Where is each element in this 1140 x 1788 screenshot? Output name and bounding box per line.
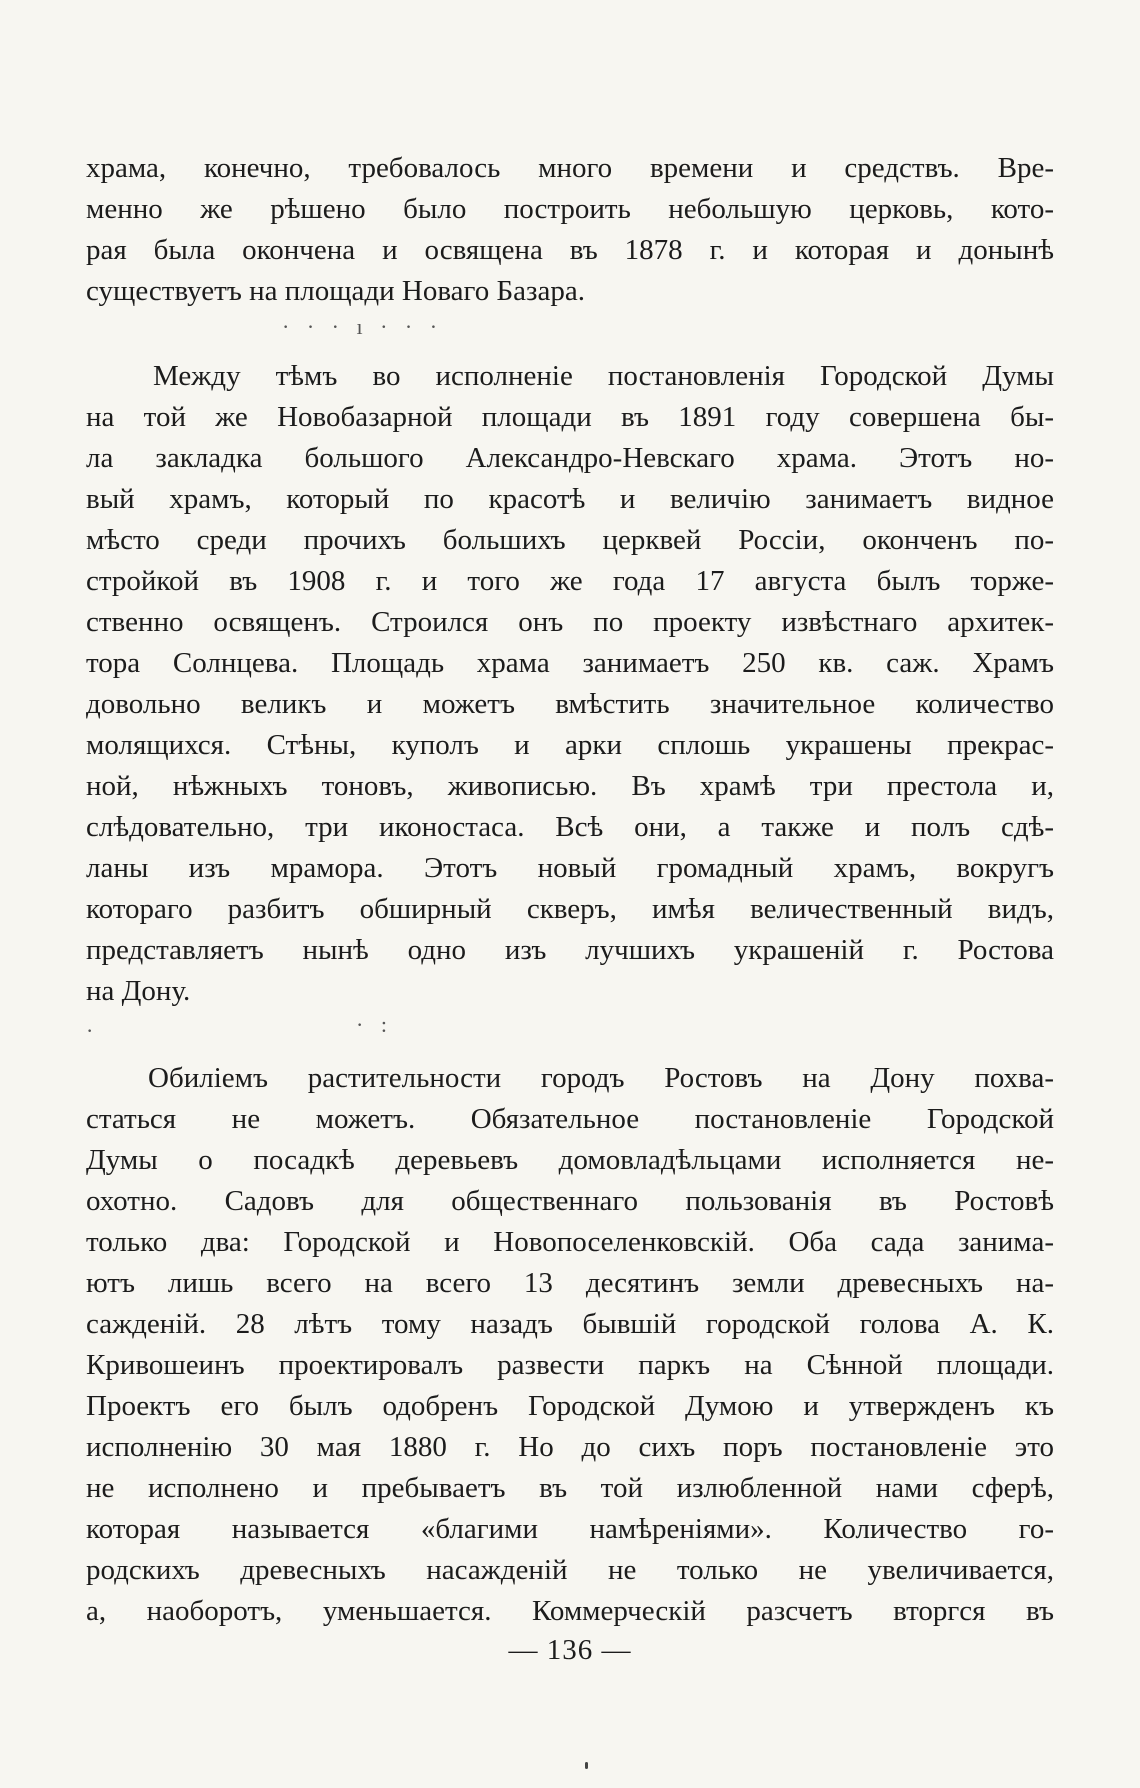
text-line: слѣдовательно, три иконостаса. Всѣ они, а также и полъ сдѣ- [86, 811, 1054, 843]
page-number: — 136 — [508, 1634, 632, 1666]
text-line: тора Солнцева. Площадь храма занимаетъ 250 кв. саж. Храмъ [86, 647, 1054, 679]
text-line: ланы изъ мрамора. Этотъ новый громадный храмъ, вокругъ [86, 852, 1054, 884]
text-line: ственно освященъ. Строился онъ по проекту извѣстнаго архитек- [86, 606, 1054, 638]
text-line: Кривошеинъ проектировалъ развести паркъ на Сѣнной площади. [86, 1349, 1054, 1381]
text-line: а, наоборотъ, уменьшается. Коммерческій разсчетъ вторгся въ [86, 1595, 1054, 1627]
text-line: Обиліемъ растительности городъ Ростовъ на Дону похва- [148, 1062, 1054, 1094]
text-line: храма, конечно, требовалось много времени и средствъ. Вре- [86, 152, 1054, 184]
page-body [86, 148, 1054, 1632]
text-line: на Дону. [86, 975, 191, 1007]
text-line: сажденій. 28 лѣтъ тому назадъ бывшій городской голова А. К. [86, 1308, 1054, 1340]
text-line: вый храмъ, который по красотѣ и величію занимаетъ видное [86, 483, 1054, 515]
section-dots: · · : [86, 1012, 393, 1043]
section-dots: · · · ı · · · [282, 314, 444, 339]
text-line: охотно. Садовъ для общественнаго пользованія въ Ростовѣ [86, 1185, 1054, 1217]
paragraph-1 [86, 148, 1054, 312]
text-line: Между тѣмъ во исполненіе постановленія Городской Думы [153, 360, 1054, 392]
paragraph-2 [86, 356, 1054, 1012]
text-line: Думы о посадкѣ деревьевъ домовладѣльцами исполняется не- [86, 1144, 1054, 1176]
text-line: существуетъ на площади Новаго Базара. [86, 275, 585, 307]
text-line: исполненію 30 мая 1880 г. Но до сихъ поръ постановленіе это [86, 1431, 1054, 1463]
text-line: мѣсто среди прочихъ большихъ церквей Россіи, оконченъ по- [86, 524, 1054, 556]
text-line: представляетъ нынѣ одно изъ лучшихъ украшеній г. Ростова [86, 934, 1054, 966]
text-line: ной, нѣжныхъ тоновъ, живописью. Въ храмѣ три престола и, [86, 770, 1054, 802]
text-line: котораго разбитъ обширный скверъ, имѣя величественный видъ, [86, 893, 1054, 925]
text-line: родскихъ древесныхъ насажденій не только не увеличивается, [86, 1554, 1054, 1586]
text-line: не исполнено и пребываетъ въ той излюбленной нами сферѣ, [86, 1472, 1054, 1504]
text-line: ютъ лишь всего на всего 13 десятинъ земли древесныхъ на- [86, 1267, 1054, 1299]
text-line: ла закладка большого Александро-Невскаго храма. Этотъ но- [86, 442, 1054, 474]
text-line: Проектъ его былъ одобренъ Городской Думою и утвержденъ къ [86, 1390, 1054, 1422]
scan-speck [585, 1762, 588, 1769]
text-line: на той же Новобазарной площади въ 1891 году совершена бы- [86, 401, 1054, 433]
text-line: стройкой въ 1908 г. и того же года 17 августа былъ торже- [86, 565, 1054, 597]
text-line: которая называется «благими намѣреніями». Количество го- [86, 1513, 1054, 1545]
text-line: статься не можетъ. Обязательное постановленіе Городской [86, 1103, 1054, 1135]
text-line: рая была окончена и освящена въ 1878 г. и которая и донынѣ [86, 234, 1054, 266]
text-line: только два: Городской и Новопоселенковскій. Оба сада занима- [86, 1226, 1054, 1258]
text-line: молящихся. Стѣны, куполъ и арки сплошь украшены прекрас- [86, 729, 1054, 761]
paragraph-3 [86, 1058, 1054, 1632]
text-line: менно же рѣшено было построить небольшую церковь, кото- [86, 193, 1054, 225]
text-line: довольно великъ и можетъ вмѣстить значительное количество [86, 688, 1054, 720]
